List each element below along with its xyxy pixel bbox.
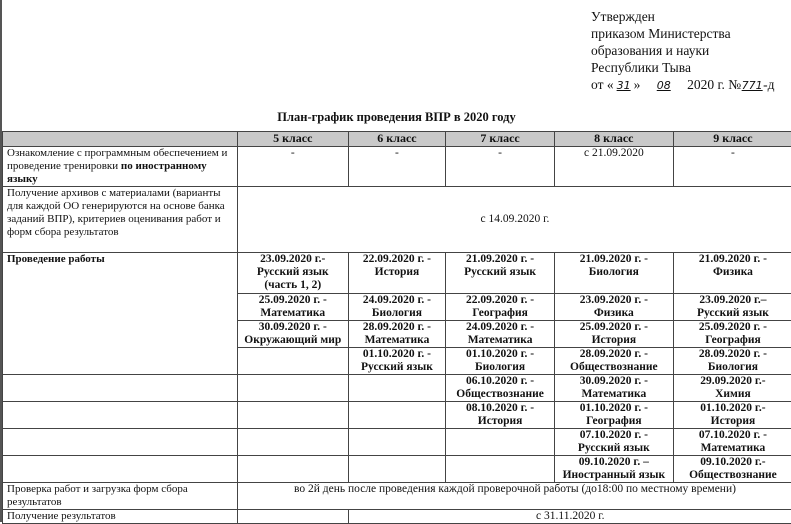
exam-subject: Русский язык (часть 1, 2) — [242, 266, 344, 292]
document-title: План-график проведения ВПР в 2020 году — [2, 110, 791, 125]
exam-cell — [554, 402, 673, 429]
exam-date: 28.09.2020 г. - — [678, 348, 788, 361]
header-cell-grade-5: 5 класс — [237, 132, 348, 147]
date-mid: » — [634, 77, 641, 92]
exam-date: 25.09.2020 г. - — [559, 321, 669, 334]
exam-cell — [446, 321, 554, 348]
exam-subject: Физика — [678, 266, 788, 279]
table-row-intro — [3, 147, 791, 187]
exam-date: 08.10.2020 г. - — [450, 402, 549, 415]
exam-subject: Математика — [678, 442, 788, 455]
exam-cell — [237, 429, 348, 456]
exam-rows — [3, 253, 791, 483]
header-cell-grade-6: 6 класс — [348, 132, 446, 147]
approval-line: образования и науки — [591, 42, 775, 59]
exam-cell — [673, 375, 791, 402]
exam-date: 23.09.2020 г.- — [242, 253, 344, 266]
exam-cell — [446, 456, 554, 483]
exam-subject: География — [678, 334, 788, 347]
table-cell-empty — [3, 456, 238, 483]
exam-subject: Окружающий мир — [242, 334, 344, 347]
archive-date-cell: с 14.09.2020 г. — [237, 187, 791, 253]
exam-cell — [348, 253, 446, 294]
row-label-intro — [3, 147, 238, 187]
exam-subject: Математика — [450, 334, 549, 347]
exam-subject: История — [353, 266, 442, 279]
exam-date: 21.09.2020 г. - — [678, 253, 788, 266]
exam-cell — [554, 294, 673, 321]
exam-subject: Обществознание — [559, 361, 669, 374]
row-label-archive: Получение архивов с материалами (варианты для каждой ОО генерируются на основе банка заданий ВПР), критериев оценивания работ и форм сбора результатов — [3, 187, 238, 253]
exam-subject: Химия — [678, 388, 788, 401]
exam-cell — [554, 253, 673, 294]
exam-date: 01.10.2020 г. - — [450, 348, 549, 361]
table-row-check — [3, 483, 791, 510]
check-value-cell: во 2й день после проведения каждой проверочной работы (до18:00 по местному времени) — [237, 483, 791, 510]
exam-cell — [554, 456, 673, 483]
exam-date: 28.09.2020 г. - — [559, 348, 669, 361]
exam-date: 09.10.2020 г. – — [559, 456, 669, 469]
table-row-exam — [3, 456, 791, 483]
exam-cell — [673, 294, 791, 321]
table-cell: - — [237, 147, 348, 187]
exam-subject: Математика — [559, 388, 669, 401]
exam-cell — [446, 375, 554, 402]
exam-cell — [554, 348, 673, 375]
header-cell-grade-9: 9 класс — [673, 132, 791, 147]
exam-subject: Обществознание — [678, 469, 788, 482]
exam-cell — [554, 375, 673, 402]
exam-date: 24.09.2020 г. - — [353, 294, 442, 307]
table-cell-empty — [237, 510, 348, 524]
exam-cell — [348, 402, 446, 429]
table-cell-empty — [3, 429, 238, 456]
exam-date: 29.09.2020 г.- — [678, 375, 788, 388]
exam-subject: География — [450, 307, 549, 320]
exam-cell — [554, 429, 673, 456]
header-row — [3, 132, 791, 147]
exam-subject: География — [559, 415, 669, 428]
exam-date: 01.10.2020 г.- — [678, 402, 788, 415]
exam-cell — [348, 294, 446, 321]
exam-subject: Физика — [559, 307, 669, 320]
exam-cell — [237, 402, 348, 429]
label-text: Ознакомление с программным обеспечением и проведение тренировки — [7, 147, 227, 172]
exam-cell — [446, 429, 554, 456]
exam-cell — [446, 348, 554, 375]
exam-date: 23.09.2020 г.– — [678, 294, 788, 307]
exam-subject: История — [559, 334, 669, 347]
table-row-archive — [3, 187, 791, 253]
exam-cell — [237, 321, 348, 348]
exam-cell — [237, 375, 348, 402]
exam-date: 06.10.2020 г. - — [450, 375, 549, 388]
table-cell-empty — [3, 402, 238, 429]
table-row-exam — [3, 375, 791, 402]
exam-cell — [237, 294, 348, 321]
exam-cell — [348, 456, 446, 483]
exam-subject: Русский язык — [559, 442, 669, 455]
exam-date: 25.09.2020 г. - — [242, 294, 344, 307]
approval-line: приказом Министерства — [591, 25, 775, 42]
results-value-cell: с 31.11.2020 г. — [348, 510, 791, 524]
table-row-exam — [3, 402, 791, 429]
approval-line: Республики Тыва — [591, 59, 775, 76]
date-prefix: от « — [591, 77, 614, 92]
exam-cell — [348, 348, 446, 375]
table-cell: - — [673, 147, 791, 187]
exam-cell — [446, 294, 554, 321]
exam-cell — [348, 375, 446, 402]
exam-date: 28.09.2020 г. - — [353, 321, 442, 334]
header-cell-empty — [3, 132, 238, 147]
row-label-exams: Проведение работы — [3, 253, 238, 375]
exam-cell — [237, 348, 348, 375]
exam-subject: Биология — [450, 361, 549, 374]
year-text: 2020 г. № — [687, 77, 741, 92]
table-cell-empty — [3, 375, 238, 402]
row-label-check: Проверка работ и загрузка форм сбора результатов — [3, 483, 238, 510]
handwritten-month: 08 — [644, 77, 684, 94]
exam-cell — [673, 253, 791, 294]
exam-date: 30.09.2020 г. - — [242, 321, 344, 334]
exam-date: 25.09.2020 г. - — [678, 321, 788, 334]
exam-cell — [673, 456, 791, 483]
exam-subject: Математика — [242, 307, 344, 320]
exam-date: 21.09.2020 г. - — [450, 253, 549, 266]
exam-date: 22.09.2020 г. - — [450, 294, 549, 307]
exam-subject: Биология — [353, 307, 442, 320]
approval-line: Утвержден — [591, 8, 775, 25]
handwritten-day: 31 — [614, 77, 634, 94]
header-cell-grade-7: 7 класс — [446, 132, 554, 147]
exam-cell — [446, 253, 554, 294]
exam-cell — [673, 429, 791, 456]
label-bold-text: по иностранному языку — [7, 160, 207, 185]
exam-date: 23.09.2020 г. - — [559, 294, 669, 307]
table-row-results — [3, 510, 791, 524]
exam-date: 21.09.2020 г. - — [559, 253, 669, 266]
exam-cell — [673, 402, 791, 429]
table-cell: с 21.09.2020 — [554, 147, 673, 187]
exam-subject: Биология — [559, 266, 669, 279]
approval-date-line — [591, 76, 775, 94]
exam-subject: Математика — [353, 334, 442, 347]
table-row-exam — [3, 429, 791, 456]
approval-stamp — [591, 8, 775, 94]
schedule-table — [2, 131, 791, 524]
exam-subject: Русский язык — [678, 307, 788, 320]
handwritten-order-number: 771 — [741, 77, 763, 94]
exam-cell — [446, 402, 554, 429]
exam-subject: История — [678, 415, 788, 428]
exam-subject: Биология — [678, 361, 788, 374]
table-row-exam — [3, 253, 791, 294]
exam-cell — [554, 321, 673, 348]
table-cell: - — [348, 147, 446, 187]
exam-subject: История — [450, 415, 549, 428]
exam-cell — [348, 321, 446, 348]
exam-date: 01.10.2020 г. - — [559, 402, 669, 415]
order-suffix: -д — [763, 77, 774, 92]
exam-date: 30.09.2020 г. - — [559, 375, 669, 388]
exam-date: 07.10.2020 г. - — [678, 429, 788, 442]
table-cell: - — [446, 147, 554, 187]
exam-date: 07.10.2020 г. - — [559, 429, 669, 442]
exam-subject: Обществознание — [450, 388, 549, 401]
exam-date: 24.09.2020 г. - — [450, 321, 549, 334]
exam-cell — [673, 321, 791, 348]
exam-cell — [673, 348, 791, 375]
exam-subject: Русский язык — [353, 361, 442, 374]
exam-subject: Иностранный язык — [559, 469, 669, 482]
exam-cell — [237, 253, 348, 294]
exam-cell — [348, 429, 446, 456]
exam-date: 01.10.2020 г. - — [353, 348, 442, 361]
exam-subject: Русский язык — [450, 266, 549, 279]
exam-cell — [237, 456, 348, 483]
exam-date: 09.10.2020 г.- — [678, 456, 788, 469]
header-cell-grade-8: 8 класс — [554, 132, 673, 147]
exam-date: 22.09.2020 г. - — [353, 253, 442, 266]
row-label-results: Получение результатов — [3, 510, 238, 524]
